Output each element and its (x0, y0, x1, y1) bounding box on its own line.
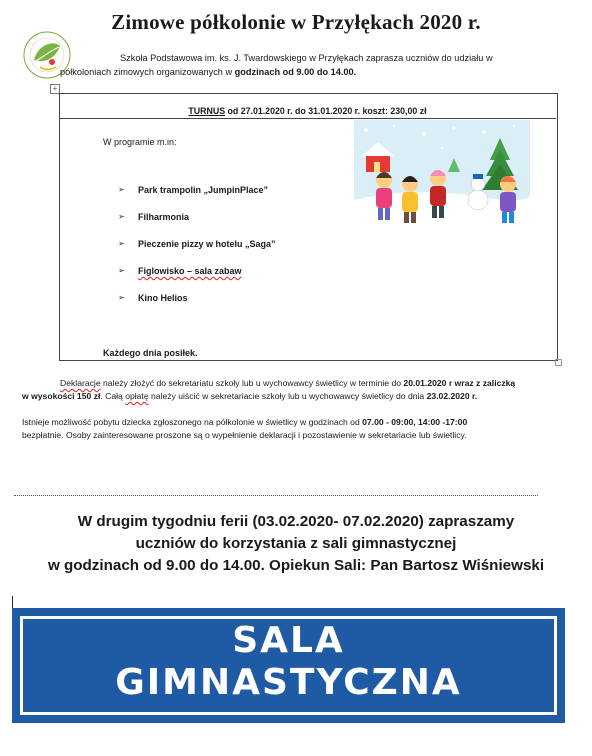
list-item: ➢ Figlowisko – sala zabaw (118, 266, 242, 276)
list-item: ➢ Park trampolin „JumpinPlace” (118, 185, 269, 195)
list-item: ➢ Filharmonia (118, 212, 190, 222)
gym-notice-line-2: uczniów do korzystania z sali gimnastycznej (135, 535, 457, 552)
arrow-bullet-icon: ➢ (118, 266, 125, 275)
declaration-paragraph: Deklaracje należy złożyć do sekretariatu szkoły lub u wychowawcy świetlicy w terminie do 20.01.2020 r wraz z zaliczką w wysokości 150 zł. Całą opłatę należy uiścić w sekretariacie szkoły lub u wychowawcy świetlicy do dnia 23.02.2020 r. (22, 378, 516, 401)
sign-line-2: GIMNASTYCZNA (115, 662, 462, 703)
gym-notice-line-1: W drugim tygodniu ferii (03.02.2020- 07.02.2020) zapraszamy (77, 513, 515, 530)
turnus-label: TURNUS (188, 106, 226, 116)
program-heading: W programie m.in: (103, 137, 177, 147)
list-item: ➢ Kino Helios (118, 293, 188, 303)
intro-line-2: półkoloniach zimowych organizowanych w (60, 67, 235, 77)
arrow-bullet-icon: ➢ (118, 212, 125, 221)
text-cursor (12, 596, 13, 608)
sign-line-1: SALA (232, 620, 345, 661)
table-move-handle-icon[interactable]: + (50, 84, 60, 94)
list-item: ➢ Pieczenie pizzy w hotelu „Saga” (118, 239, 276, 249)
arrow-bullet-icon: ➢ (118, 239, 125, 248)
turnus-dates-cost: od 27.01.2020 r. do 31.01.2020 r. koszt: 230,00 zł (225, 106, 427, 116)
table-resize-handle-icon[interactable] (555, 359, 562, 366)
meal-note: Każdego dnia posiłek. (103, 348, 198, 358)
arrow-bullet-icon: ➢ (118, 185, 125, 194)
winter-children-illustration (354, 120, 530, 235)
gym-notice-line-3: w godzinach od 9.00 do 14.00. Opiekun Sali: Pan Bartosz Wiśniewski (47, 557, 545, 574)
declaration-word: Deklaracje (60, 378, 101, 388)
intro-paragraph (60, 51, 540, 79)
arrow-bullet-icon: ➢ (118, 293, 125, 302)
gym-notice (0, 511, 592, 577)
page-title: Zimowe półkolonie w Przyłękach 2020 r. (111, 10, 481, 34)
sala-gimnastyczna-sign (12, 608, 565, 723)
intro-line-1: Szkoła Podstawowa im. ks. J. Twardowskiego w Przyłękach zaprasza uczniów do udziału w (120, 53, 493, 63)
intro-hours: godzinach od 9.00 do 14.00. (234, 67, 357, 77)
stay-paragraph: Istnieje możliwość pobytu dziecka zgłoszonego na półkolonie w świetlicy w godzinach od 07.00 - 09:00, 14:00 -17:00 bezpłatnie. Osoby zainteresowane proszone są o wypełnienie deklaracji i pozostawienie w sekretariacie lub świetlicy. (22, 417, 468, 440)
dotted-divider (14, 495, 538, 496)
turnus-header (59, 106, 556, 116)
table-row-divider (59, 118, 556, 119)
program-list (118, 185, 276, 320)
